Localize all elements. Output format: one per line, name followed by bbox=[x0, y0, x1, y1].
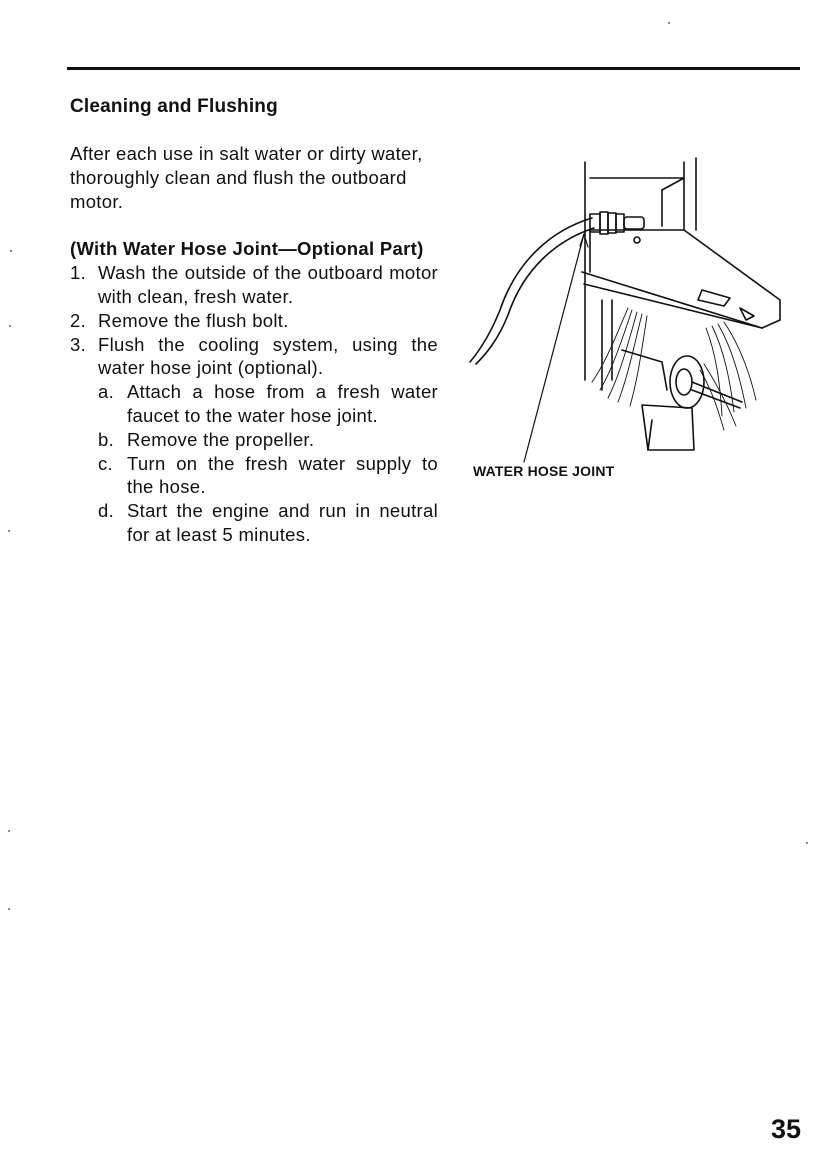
step-number: 1. bbox=[70, 262, 87, 284]
step-number: 2. bbox=[70, 309, 87, 331]
step-text: Wash the outside of the outboard motor with clean, fresh water. bbox=[98, 262, 438, 307]
figure-callout: WATER HOSE JOINT bbox=[473, 463, 615, 479]
section-title: Cleaning and Flushing bbox=[70, 96, 278, 117]
substep-letter: d. bbox=[98, 500, 115, 522]
scan-speck bbox=[10, 250, 12, 252]
substep-d bbox=[98, 499, 438, 547]
scan-speck bbox=[8, 830, 10, 832]
substep-b bbox=[98, 428, 438, 452]
substep-text: Start the engine and run in neutral for at least 5 minutes. bbox=[127, 500, 438, 545]
substep-a bbox=[98, 380, 438, 428]
scan-speck bbox=[806, 842, 808, 844]
step-1 bbox=[70, 261, 438, 309]
substep-text: Attach a hose from a fresh water faucet to the water hose joint. bbox=[127, 381, 438, 426]
substep-text: Remove the propeller. bbox=[127, 428, 315, 450]
body-text bbox=[70, 142, 438, 547]
scan-speck bbox=[8, 530, 10, 532]
scan-speck bbox=[9, 325, 11, 327]
step-number: 3. bbox=[70, 333, 87, 355]
step-text: Remove the flush bolt. bbox=[98, 309, 289, 331]
outboard-flushing-illustration bbox=[462, 150, 792, 470]
substep-letter: a. bbox=[98, 381, 115, 403]
scan-speck bbox=[8, 908, 10, 910]
substep-letter: b. bbox=[98, 428, 115, 450]
scan-speck bbox=[668, 22, 670, 24]
intro-paragraph: After each use in salt water or dirty water, thoroughly clean and flush the outboard motor. bbox=[70, 143, 423, 212]
substep-text: Turn on the fresh water supply to the hose. bbox=[127, 452, 438, 498]
page-number: 35 bbox=[770, 1114, 801, 1144]
step-text: Flush the cooling system, using the water hose joint (optional). bbox=[98, 333, 438, 379]
procedure-heading: (With Water Hose Joint—Optional Part) bbox=[70, 238, 424, 260]
substep-letter: c. bbox=[98, 452, 113, 474]
step-3 bbox=[70, 333, 438, 381]
header-rule bbox=[67, 67, 800, 70]
substep-c bbox=[98, 452, 438, 500]
step-2 bbox=[70, 309, 438, 333]
